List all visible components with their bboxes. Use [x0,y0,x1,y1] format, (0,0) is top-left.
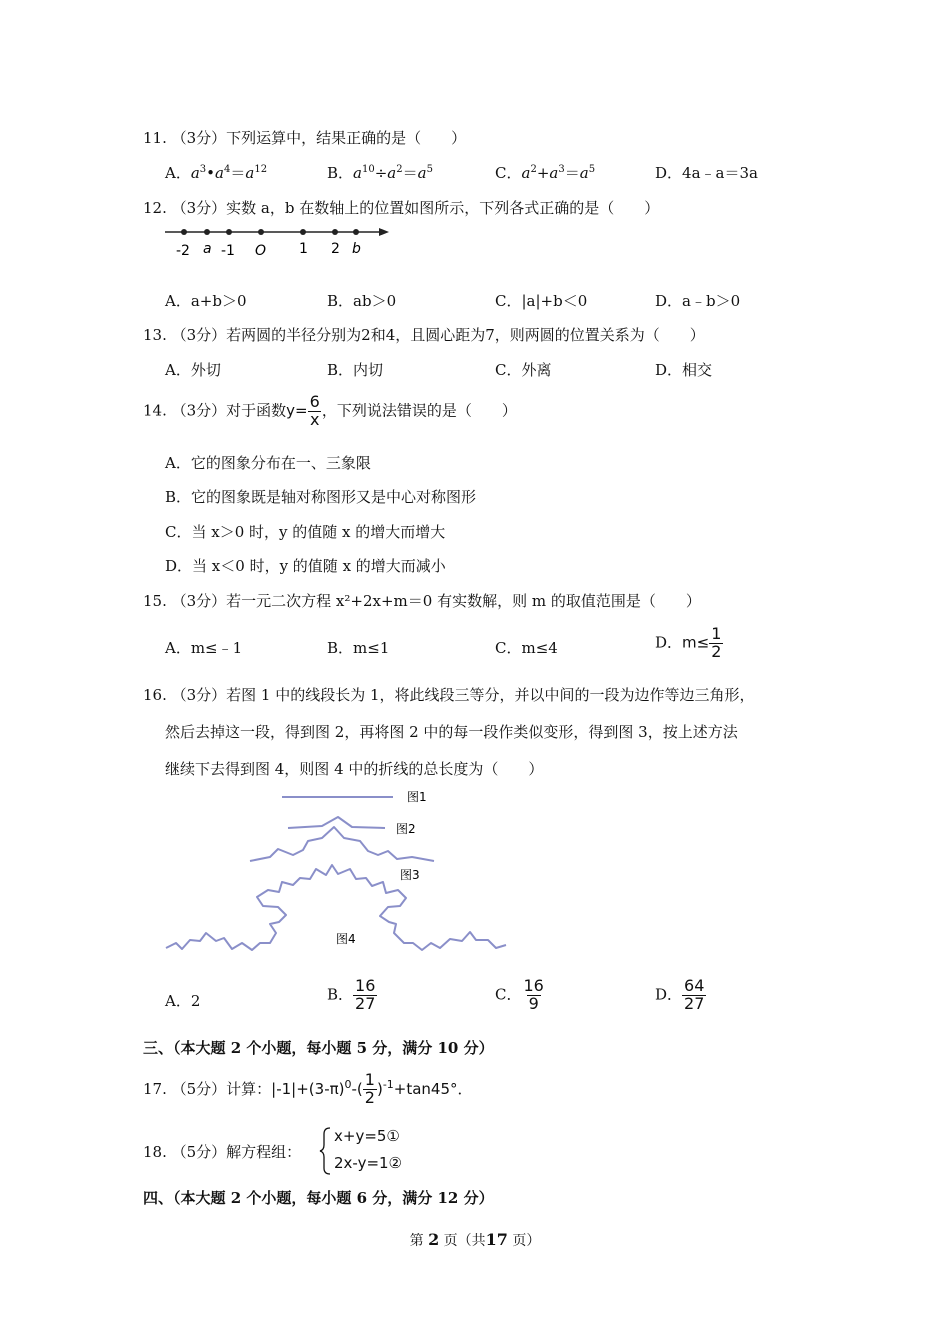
number-line-arrow [379,228,389,236]
figure-label: 图4 [336,932,356,946]
q17: 17. （5分）计算：$|-1|+(3-\pi)^0-$( $\frac{1}{2}$ )$^{-1}$+tan45°． [143,1070,473,1107]
q15-option-b: B．m≤1 [327,639,390,657]
page-footer: 第 2 页（共17 页） [409,1230,541,1249]
tick-label: 1 [299,241,308,257]
q13-option-a: A．外切 [165,361,221,379]
q12-stem: 12. （3分）实数 a，b 在数轴上的位置如图所示，下列各式正确的是（ ） [143,199,660,217]
section-4-heading: 四、（本大题 2 个小题，每小题 6 分，满分 12 分） [143,1189,494,1207]
q16-line2: 然后去掉这一段，得到图 2，再将图 2 中的每一段作类似变形，得到图 3，按上述方法 [165,723,738,741]
point-1 [300,229,306,235]
tick-label: 2 [331,241,340,257]
q11-option-b: B．$a^{10}\div a^2=a^5$ [327,164,433,182]
q12-option-c: C．|a|+b＜0 [495,292,588,310]
point-2 [332,229,338,235]
point-b [353,229,359,235]
q14-option-d: D．当 x＜0 时，y 的值随 x 的增大而减小 [165,557,446,575]
q16-line3: 继续下去得到图 4，则图 4 中的折线的总长度为（ ） [165,760,544,778]
q18-stem: 18. （5分）解方程组： [143,1143,302,1161]
tick-label: -2 [176,243,190,259]
q16-option-d: D． $\frac{64}{27}$ [655,976,705,1013]
point-neg1 [226,229,232,235]
q13-option-b: B．内切 [327,361,384,379]
point-neg2 [181,229,187,235]
q11-option-c: C．$a^2+a^3=a^5$ [495,164,596,182]
q14-option-c: C．当 x＞0 时，y 的值随 x 的增大而增大 [165,523,446,541]
q11-option-d: D．4a﹣a＝3a [655,164,758,182]
q13-option-c: C．外离 [495,361,552,379]
q12-option-d: D．a﹣b＞0 [655,292,741,310]
tick-label: a [203,241,212,257]
tick-label: O [255,243,267,259]
q16-option-b: B． $\frac{16}{27}$ [327,976,376,1013]
q18-equation-1: x+y=5① [334,1127,400,1145]
q14-option-a: A．它的图象分布在一、三象限 [165,454,371,472]
q11-option-a: A．$a^3•a^4=a^{12}$ [165,164,268,182]
figure-label: 图3 [400,868,420,882]
tick-label: -1 [221,243,235,259]
q16-option-a: A．2 [165,992,201,1010]
q12-option-b: B．ab＞0 [327,292,397,310]
page-number: 2 [428,1230,440,1249]
number-line-figure [163,222,393,262]
q15-stem: 15. （3分）若一元二次方程 x²+2x+m＝0 有实数解，则 m 的取值范围是（ ） [143,592,701,610]
section-3-heading: 三、（本大题 2 个小题，每小题 5 分，满分 10 分） [143,1039,494,1057]
q11-stem: 11. （3分）下列运算中，结果正确的是（ ） [143,129,467,147]
q16-option-c: C． $\frac{16}{9}$ [495,976,544,1013]
figure2-line [288,817,385,828]
q18-equation-2: 2x-y=1② [334,1154,403,1172]
figure-label: 图1 [407,790,427,804]
q16-line1: 16. （3分）若图 1 中的线段长为 1，将此线段三等分，并以中间的一段为边作等边三角形， [143,686,755,704]
q14-stem: 14. （3分）对于函数y= $\frac{6}{x}$ ，下列说法错误的是（ ） [143,392,517,429]
point-origin [258,229,264,235]
koch-curve-figure [160,785,510,965]
total-pages: 17 [485,1230,508,1249]
q13-stem: 13. （3分）若两圆的半径分别为2和4，且圆心距为7，则两圆的位置关系为（ ） [143,326,705,344]
q15-option-d: D．m≤ $\frac{1}{2}$ [655,624,722,661]
q12-option-a: A．a+b＞0 [165,292,247,310]
q15-option-a: A．m≤﹣1 [165,639,243,657]
system-brace [318,1126,332,1176]
figure-label: 图2 [396,822,416,836]
tick-label: b [352,241,361,257]
q15-option-c: C．m≤4 [495,639,558,657]
q13-option-d: D．相交 [655,361,713,379]
point-a [204,229,210,235]
q14-option-b: B．它的图象既是轴对称图形又是中心对称图形 [165,488,477,506]
